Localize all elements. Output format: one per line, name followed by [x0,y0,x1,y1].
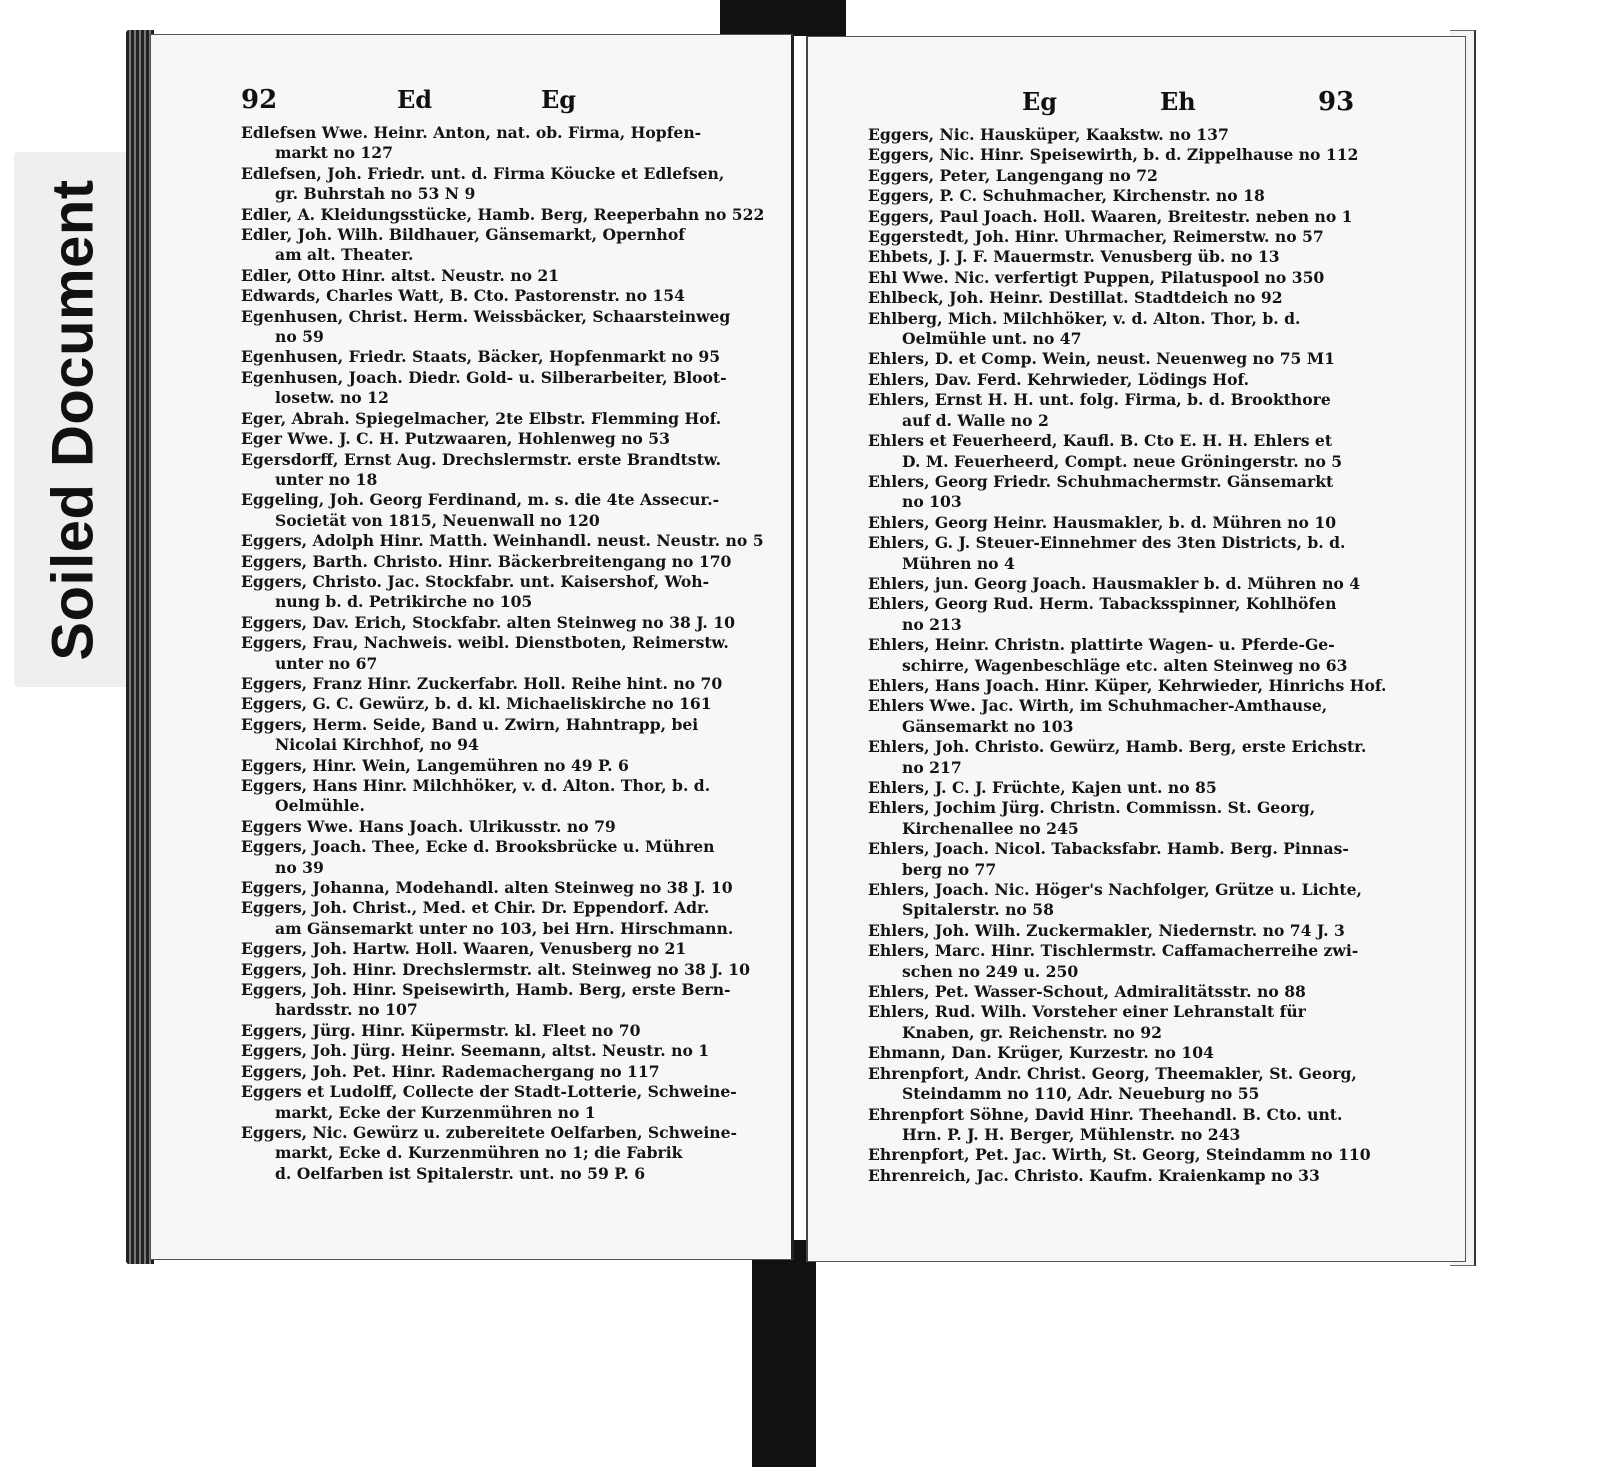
entry-continuation: losetw. no 12 [275,388,389,408]
left-page-head-left: Ed [397,85,433,114]
entry-continuation: berg no 77 [902,859,997,879]
entry-line: Eggers, Paul Joach. Holl. Waaren, Breitestr. neben no 1 [868,206,1353,226]
directory-entry [868,227,1400,247]
entry-continuation: hardsstr. no 107 [275,1000,418,1020]
directory-entry [868,268,1400,288]
entry-line: Ehmann, Dan. Krüger, Kurzestr. no 104 [868,1043,1214,1063]
left-page-number: 92 [241,85,278,115]
entry-continuation: unter no 18 [275,469,378,489]
entry-continuation: d. Oelfarben ist Spitalerstr. unt. no 59 P. 6 [275,1163,646,1183]
right-page-number: 93 [1318,87,1355,117]
entry-continuation: no 217 [902,757,962,777]
directory-entry [868,349,1400,369]
directory-entry [868,880,1400,921]
entry-line: Eggers, Peter, Langengang no 72 [868,165,1158,185]
directory-entry [241,1062,751,1082]
entry-line: Eggers, Herm. Seide, Band u. Zwirn, Hahntrapp, bei [241,714,699,734]
directory-entry [868,839,1400,880]
directory-entry [241,368,751,409]
entry-continuation: no 103 [902,492,962,512]
directory-entry [241,776,751,817]
directory-entry [241,939,751,959]
right-page [806,36,1466,1262]
right-page-head-right: Eh [1160,87,1196,116]
directory-entry [868,737,1400,778]
entry-line: Edlefsen Wwe. Heinr. Anton, nat. ob. Firma, Hopfen- [241,123,702,142]
entry-line: Ehlers, Georg Heinr. Hausmakler, b. d. Mühren no 10 [868,512,1337,532]
entry-line: Ehlers, Georg Friedr. Schuhmachermstr. Gänsemarkt [868,471,1334,491]
directory-entry [241,694,751,714]
entry-continuation: Gänsemarkt no 103 [902,716,1074,736]
directory-entry [868,370,1400,390]
entry-line: Eggers, Franz Hinr. Zuckerfabr. Holl. Reihe hint. no 70 [241,673,723,693]
directory-entry [241,286,751,306]
entry-line: Ehrenreich, Jac. Christo. Kaufm. Kraienkamp no 33 [868,1165,1320,1185]
directory-entry [868,921,1400,941]
directory-entry [241,572,751,613]
entry-line: Ehlers, Pet. Wasser-Schout, Admiralitätsstr. no 88 [868,982,1306,1002]
entry-line: Ehlbeck, Joh. Heinr. Destillat. Stadtdeich no 92 [868,288,1283,308]
entry-line: Eggers, Hans Hinr. Milchhöker, v. d. Alton. Thor, b. d. [241,776,711,795]
directory-entry [241,552,751,572]
directory-entry [868,778,1400,798]
directory-entry [868,513,1400,533]
directory-entry [241,450,751,491]
directory-entry [241,531,764,551]
right-page-entries [868,125,1400,1186]
book-spine-top [720,0,846,36]
entry-line: Eger, Abrah. Spiegelmacher, 2te Elbstr. Flemming Hof. [241,408,722,428]
directory-entry [868,1145,1400,1165]
entry-continuation: markt, Ecke d. Kurzenmühren no 1; die Fabrik [275,1143,683,1163]
entry-line: Eggers, Joh. Pet. Hinr. Rademachergang no 117 [241,1061,660,1081]
entry-line: Ehrenpfort Söhne, David Hinr. Theehandl. B. Cto. unt. [868,1104,1343,1124]
entry-line: Edler, Joh. Wilh. Bildhauer, Gänsemarkt, Opernhof [241,225,685,245]
directory-entry [241,225,751,266]
directory-entry [868,574,1400,594]
directory-entry [868,207,1400,227]
soiled-document-label-text: Soiled Document [40,179,106,661]
entry-line: Ehlers, Ernst H. H. unt. folg. Firma, b. d. Brookthore [868,390,1331,410]
entry-line: Eggerstedt, Joh. Hinr. Uhrmacher, Reimerstw. no 57 [868,227,1324,247]
entry-line: Ehlers, Rud. Wilh. Vorsteher einer Lehranstalt für [868,1002,1306,1022]
directory-entry [868,798,1400,839]
directory-entry [241,878,751,898]
entry-line: Ehlers, G. J. Steuer-Einnehmer des 3ten Districts, b. d. [868,533,1346,553]
entry-line: Eggers Wwe. Hans Joach. Ulrikusstr. no 79 [241,816,616,836]
entry-line: Ehlers, Joach. Nicol. Tabacksfabr. Hamb. Berg. Pinnas- [868,839,1349,859]
entry-line: Egenhusen, Friedr. Staats, Bäcker, Hopfenmarkt no 95 [241,347,721,367]
entry-continuation: Oelmühle. [275,796,365,816]
entry-continuation: Nicolai Kirchhof, no 94 [275,735,479,755]
directory-entry [868,1064,1400,1105]
entry-line: Ehlers, Joh. Christo. Gewürz, Hamb. Berg, erste Erichstr. [868,737,1367,757]
directory-entry [241,960,751,980]
entry-line: Ehlers, Georg Rud. Herm. Tabacksspinner, Kohlhöfen [868,594,1337,614]
directory-entry [241,674,751,694]
entry-line: Eggers, Adolph Hinr. Matth. Weinhandl. neust. Neustr. no 5 [241,531,764,551]
entry-continuation: Steindamm no 110, Adr. Neueburg no 55 [902,1084,1260,1104]
entry-line: Eger Wwe. J. C. H. Putzwaaren, Hohlenweg no 53 [241,429,670,449]
entry-continuation: Hrn. P. J. H. Berger, Mühlenstr. no 243 [902,1124,1241,1144]
entry-line: Ehlberg, Mich. Milchhöker, v. d. Alton. Thor, b. d. [868,308,1301,328]
entry-continuation: markt, Ecke der Kurzenmühren no 1 [275,1102,596,1122]
directory-entry [868,635,1400,676]
directory-entry [868,125,1400,145]
entry-line: Ehlers Wwe. Jac. Wirth, im Schuhmacher-Amthause, [868,696,1328,716]
directory-entry [241,307,751,348]
directory-entry [241,837,751,878]
entry-line: Eggers, Joh. Jürg. Heinr. Seemann, altst. Neustr. no 1 [241,1041,710,1061]
entry-continuation: am alt. Theater. [275,245,414,265]
book-spine-bottom [752,1240,816,1467]
entry-continuation: gr. Buhrstah no 53 N 9 [275,184,476,204]
entry-line: Eggers, Barth. Christo. Hinr. Bäckerbreitengang no 170 [241,551,732,571]
directory-entry [241,266,751,286]
left-page [150,34,794,1260]
directory-entry [241,1123,751,1184]
directory-entry [868,186,1400,206]
directory-entry [868,145,1400,165]
entry-line: Eggeling, Joh. Georg Ferdinand, m. s. die 4te Assecur.- [241,490,720,510]
directory-entry [868,594,1400,635]
entry-line: Ehlers, jun. Georg Joach. Hausmakler b. d. Mühren no 4 [868,573,1361,593]
entry-continuation: Kirchenallee no 245 [902,818,1079,838]
entry-line: Ehbets, J. J. F. Mauermstr. Venusberg üb. no 13 [868,247,1280,267]
entry-continuation: no 59 [275,327,324,347]
entry-line: Ehlers, Dav. Ferd. Kehrwieder, Lödings Hof. [868,369,1250,389]
entry-line: Eggers, G. C. Gewürz, b. d. kl. Michaeliskirche no 161 [241,694,712,714]
entry-line: Eggers, Joh. Christ., Med. et Chir. Dr. Eppendorf. Adr. [241,898,710,918]
directory-entry [241,756,751,776]
entry-line: Egenhusen, Joach. Diedr. Gold- u. Silberarbeiter, Bloot- [241,367,727,387]
entry-line: Eggers, Joach. Thee, Ecke d. Brooksbrücke u. Mühren [241,837,715,857]
directory-entry [241,613,751,633]
left-page-entries [241,123,765,1184]
entry-continuation: Mühren no 4 [902,553,1015,573]
entry-line: Egenhusen, Christ. Herm. Weissbäcker, Schaarsteinweg [241,306,731,326]
entry-line: Eggers, Nic. Hausküper, Kaakstw. no 137 [868,125,1229,144]
entry-line: Ehl Wwe. Nic. verfertigt Puppen, Pilatuspool no 350 [868,267,1325,287]
entry-continuation: Societät von 1815, Neuenwall no 120 [275,510,600,530]
entry-continuation: nung b. d. Petrikirche no 105 [275,592,533,612]
directory-entry [241,429,751,449]
entry-line: Ehlers, D. et Comp. Wein, neust. Neuenweg no 75 M1 [868,349,1335,369]
directory-entry [868,1002,1400,1043]
directory-entry [241,1041,751,1061]
entry-line: Ehlers, Joh. Wilh. Zuckermakler, Niedernstr. no 74 J. 3 [868,920,1345,940]
entry-line: Eggers, Frau, Nachweis. weibl. Dienstboten, Reimerstw. [241,633,729,653]
right-page-head-left: Eg [1022,87,1058,116]
directory-entry [868,166,1400,186]
directory-entry [868,288,1400,308]
entry-continuation: no 39 [275,857,324,877]
directory-entry [241,898,751,939]
entry-line: Ehlers, Joach. Nic. Höger's Nachfolger, Grütze u. Lichte, [868,880,1362,900]
entry-continuation: markt no 127 [275,143,393,163]
entry-continuation: Spitalerstr. no 58 [902,900,1054,920]
directory-entry [241,164,751,205]
entry-line: Eggers, Christo. Jac. Stockfabr. unt. Kaisershof, Woh- [241,571,710,591]
entry-continuation: unter no 67 [275,653,378,673]
entry-line: Egersdorff, Ernst Aug. Drechslermstr. erste Brandtstw. [241,449,722,469]
entry-line: Ehlers, Jochim Jürg. Christn. Commissn. St. Georg, [868,798,1316,818]
entry-line: Ehlers, Hans Joach. Hinr. Küper, Kehrwieder, Hinrichs Hof. [868,675,1387,695]
directory-entry [241,490,751,531]
entry-line: Eggers, Johanna, Modehandl. alten Steinweg no 38 J. 10 [241,878,733,898]
directory-entry [868,309,1400,350]
entry-line: Eggers, Nic. Gewürz u. zubereitete Oelfarben, Schweine- [241,1122,738,1142]
entry-line: Eggers, Joh. Hinr. Speisewirth, Hamb. Berg, erste Bern- [241,980,731,1000]
entry-continuation: D. M. Feuerheerd, Compt. neue Gröningerstr. no 5 [902,451,1343,471]
directory-entry [868,696,1400,737]
entry-line: Edwards, Charles Watt, B. Cto. Pastorenstr. no 154 [241,286,685,306]
entry-line: Ehlers, Heinr. Christn. plattirte Wagen- u. Pferde-Ge- [868,635,1335,655]
entry-continuation: am Gänsemarkt unter no 103, bei Hrn. Hirschmann. [275,918,734,938]
left-page-head-right: Eg [541,85,577,114]
entry-line: Ehrenpfort, Andr. Christ. Georg, Theemakler, St. Georg, [868,1063,1357,1083]
entry-line: Eggers, Joh. Hartw. Holl. Waaren, Venusberg no 21 [241,939,687,959]
directory-entry [868,1105,1400,1146]
directory-entry [868,533,1400,574]
entry-line: Eggers, Jürg. Hinr. Küpermstr. kl. Fleet no 70 [241,1020,641,1040]
entry-line: Ehlers et Feuerheerd, Kaufl. B. Cto E. H. H. Ehlers et [868,431,1333,451]
directory-entry [868,941,1400,982]
entry-line: Eggers, Hinr. Wein, Langemühren no 49 P. 6 [241,755,629,775]
directory-entry [868,472,1400,513]
entry-line: Ehlers, Marc. Hinr. Tischlermstr. Caffamacherreihe zwi- [868,941,1359,961]
entry-line: Eggers, Dav. Erich, Stockfabr. alten Steinweg no 38 J. 10 [241,612,735,632]
entry-line: Eggers, Nic. Hinr. Speisewirth, b. d. Zippelhause no 112 [868,145,1359,165]
directory-entry [868,247,1400,267]
directory-entry [241,1021,751,1041]
directory-entry [868,1166,1400,1186]
directory-entry [241,715,751,756]
directory-entry [868,676,1400,696]
entry-line: Edler, Otto Hinr. altst. Neustr. no 21 [241,265,560,285]
entry-line: Eggers, Joh. Hinr. Drechslermstr. alt. Steinweg no 38 J. 10 [241,959,750,979]
directory-entry [241,980,751,1021]
entry-line: Eggers, P. C. Schuhmacher, Kirchenstr. no 18 [868,186,1265,206]
entry-line: Edlefsen, Joh. Friedr. unt. d. Firma Köucke et Edlefsen, [241,163,725,183]
directory-entry [868,431,1400,472]
entry-continuation: schirre, Wagenbeschläge etc. alten Steinweg no 63 [902,655,1348,675]
entry-line: Eggers et Ludolff, Collecte der Stadt-Lotterie, Schweine- [241,1082,737,1102]
directory-entry [241,347,751,367]
directory-entry [241,633,751,674]
entry-line: Ehlers, J. C. J. Früchte, Kajen unt. no 85 [868,778,1217,797]
entry-continuation: schen no 249 u. 250 [902,961,1079,981]
directory-entry [868,1043,1400,1063]
directory-entry [241,409,751,429]
entry-line: Edler, A. Kleidungsstücke, Hamb. Berg, Reeperbahn no 522 [241,204,765,224]
directory-entry [868,982,1400,1002]
entry-continuation: Oelmühle unt. no 47 [902,329,1082,349]
directory-entry [241,204,765,225]
entry-continuation: auf d. Walle no 2 [902,410,1049,430]
entry-line: Ehrenpfort, Pet. Jac. Wirth, St. Georg, Steindamm no 110 [868,1145,1371,1165]
entry-continuation: Knaben, gr. Reichenstr. no 92 [902,1022,1162,1042]
directory-entry [241,1082,751,1123]
entry-continuation: no 213 [902,614,962,634]
directory-entry [241,123,751,164]
directory-entry [241,817,751,837]
directory-entry [868,390,1400,431]
